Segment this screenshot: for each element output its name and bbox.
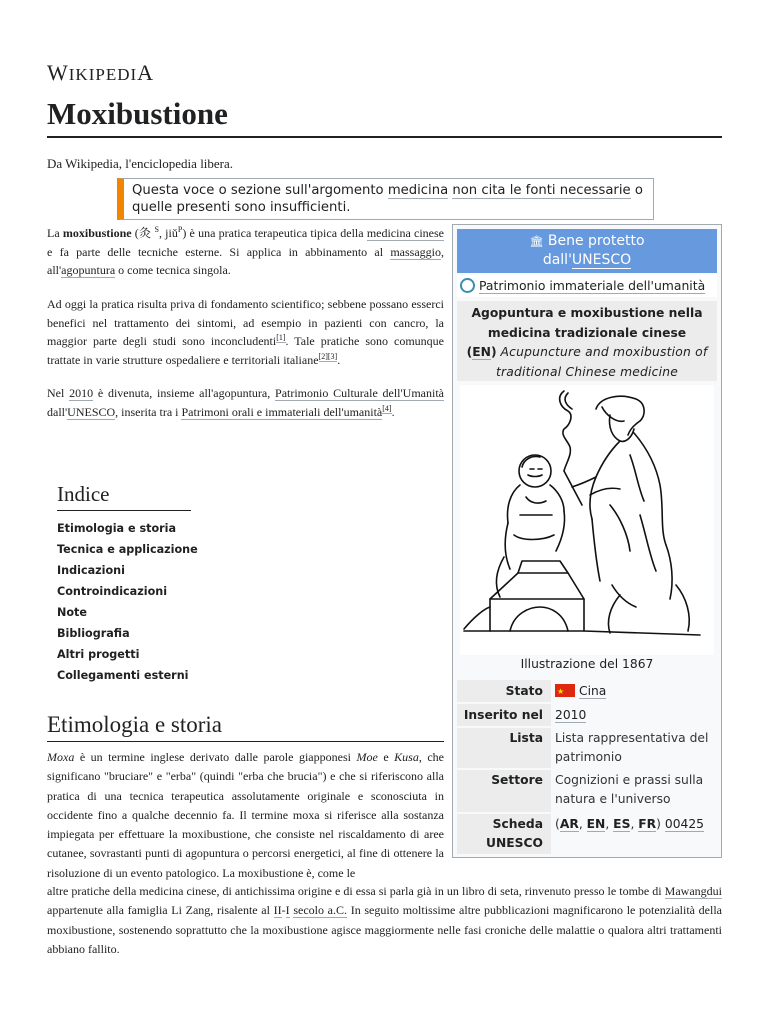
sep: , <box>605 817 614 831</box>
lang-link-es[interactable]: ES <box>613 817 631 831</box>
page-tagline: Da Wikipedia, l'enciclopedia libera. <box>47 156 234 171</box>
text: - <box>281 903 286 918</box>
text: . <box>337 352 341 367</box>
link-medicina-cinese[interactable]: medicina cinese <box>366 226 445 240</box>
row-value <box>555 704 719 726</box>
link-non-cita-fonti[interactable]: non cita le fonti necessarie <box>452 183 631 198</box>
infobox-subtitle <box>457 301 717 381</box>
text: , che significano "bruciare" e "erba" (quindi "erba che brucia") e che si riferiscono alla pratica di una tecnica terapeutica assolutamente originale e sconosciuta in occidente fino a qualche decennio fa. Il termine moxa si riferisce alla sostanza impiegata per effettuare la moxibustione, che consiste nel riscaldamento di aree cutanee, sovrastanti punti di agopuntura o percorsi energetici, al fine di ottenere la risoluzione di un evento patologico. La moxibustione è, come le <box>47 750 445 880</box>
toc-item[interactable]: Altri progetti <box>57 648 140 661</box>
notice-text-part: Questa voce o sezione sull'argomento <box>132 183 388 198</box>
link-2010[interactable]: 2010 <box>69 386 94 400</box>
text: Nel <box>47 386 70 400</box>
row-label: Stato <box>457 680 551 702</box>
infobox-row-settore <box>457 770 717 812</box>
section-heading: Etimologia e storia <box>47 712 444 742</box>
unesco-infobox <box>452 224 722 858</box>
term-bold: moxibustione <box>62 226 132 240</box>
toc-item[interactable]: Note <box>57 606 87 619</box>
citation-1[interactable]: [1] <box>276 333 286 343</box>
wordmark-initial: W <box>47 60 69 85</box>
text: o come tecnica singola. <box>115 263 231 278</box>
wordmark-final: A <box>137 60 155 85</box>
text: , inserita tra i <box>115 404 182 419</box>
citation-2-3[interactable]: [2][3] <box>318 351 338 361</box>
text: è divenuta, insieme all'agopuntura, <box>93 386 276 400</box>
toc-item[interactable]: Tecnica e applicazione <box>57 543 198 556</box>
text: dall' <box>47 404 68 419</box>
text: . Tale pratiche sono comunque trattate in varie strutture ospedaliere e territoriali italiane <box>47 334 444 367</box>
infobox-row-inserito <box>457 704 717 726</box>
text: è un termine inglese derivato dalle parole giapponesi <box>74 750 357 764</box>
notice-text-part: . <box>346 200 351 215</box>
text: appartenute alla famiglia Li Zang, risalente al <box>47 903 274 918</box>
link-2010-infobox[interactable]: 2010 <box>555 708 587 722</box>
toc-item[interactable]: Controindicazioni <box>57 585 168 598</box>
infobox-subtitle-en: Acupuncture and moxibustion of traditional Chinese medicine <box>496 345 708 379</box>
lang-paren: ( <box>466 345 473 359</box>
unesco-temple-icon: 🏛 <box>529 235 544 248</box>
lang-paren: ) <box>490 345 497 359</box>
row-label: Settore <box>457 770 551 812</box>
moxibustion-illustration[interactable] <box>460 385 714 655</box>
china-flag-icon <box>555 684 575 697</box>
illustration-caption: Illustrazione del 1867 <box>520 657 654 671</box>
term-italic: Moe <box>356 750 378 764</box>
row-label: Scheda UNESCO <box>457 814 551 854</box>
infobox-row-lista <box>457 728 717 768</box>
sup-pinyin[interactable]: P <box>177 225 183 234</box>
section-etimologia <box>47 712 444 742</box>
row-label: Lista <box>457 728 551 768</box>
intro-paragraph-2 <box>47 295 444 369</box>
text: (灸 <box>131 226 155 240</box>
text: Ad oggi la pratica risulta priva di fondamento scientifico; sebbene possano esserci benefici nel trattamento dei sintomi, ad esempio in pazienti con cancro, la maggior parte degli studi sono inconcludenti <box>47 297 444 349</box>
sup-simplified[interactable]: S <box>154 225 159 234</box>
lang-link-en[interactable]: EN <box>586 817 606 831</box>
text: , jiǔ <box>158 226 178 240</box>
row-value: Lista rappresentativa del patrimonio <box>555 731 709 764</box>
infobox-subtitle-it: Agopuntura e moxibustione nella medicina tradizionale cinese <box>471 306 703 340</box>
link-cina[interactable]: Cina <box>579 684 607 698</box>
text: altre pratiche della medicina cinese, di antichissima origine e di essa si parla già in un libro di seta, rinvenuto presso le tombe di <box>47 884 665 898</box>
link-patrimonio-culturale[interactable]: Patrimonio Culturale dell'Umanità <box>275 386 445 400</box>
term-italic: Kusa <box>394 750 419 764</box>
toc-list <box>57 518 198 686</box>
intro-paragraph-3 <box>47 384 444 421</box>
text: e <box>377 750 395 764</box>
row-label: Inserito nel <box>457 704 551 726</box>
lang-code-en[interactable]: EN <box>472 345 491 359</box>
link-ii-secolo[interactable]: II <box>273 903 282 918</box>
title-divider <box>47 136 722 138</box>
text: In seguito moltissime altre pubblicazioni magnificarono le potenzialità della moxibustione, sostenendo soprattutto che la moxibustione agisce maggiormente nelle fasi croniche delle malattie o qualora altri trattamenti abbiano fallito. <box>47 903 723 956</box>
paren: ( <box>555 817 560 831</box>
illustration-drawing <box>460 385 714 655</box>
lang-link-fr[interactable]: FR <box>638 817 657 831</box>
section1-paragraph-1 <box>47 748 444 883</box>
text: . <box>391 404 395 419</box>
infobox-row-scheda <box>457 814 717 854</box>
infobox-header <box>457 229 717 273</box>
notice-text <box>132 182 653 216</box>
infobox-category <box>457 275 717 297</box>
toc-item[interactable]: Etimologia e storia <box>57 522 177 535</box>
text: ) è una pratica terapeutica tipica della <box>182 226 367 240</box>
link-patrimoni-orali[interactable]: Patrimoni orali e immateriali dell'umanità <box>181 404 383 419</box>
link-unesco-header[interactable]: UNESCO <box>571 252 632 268</box>
infobox-header-line2: dall' <box>542 252 572 268</box>
term-italic: Moxa <box>47 750 75 764</box>
text: La <box>47 226 63 240</box>
wordmark-middle: IKIPEDI <box>68 65 138 84</box>
row-value <box>555 814 719 834</box>
infobox-row-stato <box>457 680 717 702</box>
text: e fa parte delle tecniche esterne. Si applica in abbinamento al <box>47 244 391 259</box>
infobox-header-line1: Bene protetto <box>547 233 645 249</box>
link-agopuntura[interactable]: agopuntura <box>61 263 116 278</box>
link-scheda-00425[interactable]: 00425 <box>664 817 704 831</box>
section1-paragraph-2 <box>47 882 722 959</box>
text: , all' <box>47 244 444 278</box>
toc-item[interactable]: Indicazioni <box>57 564 125 577</box>
link-massaggio[interactable]: massaggio <box>390 244 441 259</box>
row-value: Cognizioni e prassi sulla natura e l'universo <box>555 773 704 806</box>
missing-sources-notice <box>117 178 654 220</box>
intangible-heritage-icon <box>460 278 475 293</box>
citation-4[interactable]: [4] <box>382 403 392 413</box>
table-of-contents <box>57 482 198 686</box>
toc-item[interactable]: Bibliografia <box>57 627 130 640</box>
toc-item[interactable]: Collegamenti esterni <box>57 669 189 682</box>
sep: , <box>578 817 587 831</box>
toc-title: Indice <box>57 482 191 511</box>
sep: , <box>630 817 639 831</box>
link-patrimonio-immateriale[interactable]: Patrimonio immateriale dell'umanità <box>479 278 706 293</box>
link-mawangdui[interactable]: Mawangdui <box>664 884 722 898</box>
row-value <box>555 680 719 702</box>
link-medicina[interactable]: medicina <box>387 183 449 198</box>
wikipedia-wordmark[interactable] <box>47 60 154 86</box>
link-unesco[interactable]: UNESCO <box>67 404 116 419</box>
paren: ) <box>656 817 661 831</box>
link-secolo-ac[interactable]: secolo a.C. <box>293 903 348 918</box>
intro-paragraph-1 <box>47 224 444 280</box>
notice-text-part: o quelle presenti sono insufficienti <box>132 183 643 215</box>
page-title: Moxibustione <box>47 96 228 131</box>
lang-link-ar[interactable]: AR <box>559 817 579 831</box>
link-i-secolo[interactable]: I <box>285 903 290 918</box>
